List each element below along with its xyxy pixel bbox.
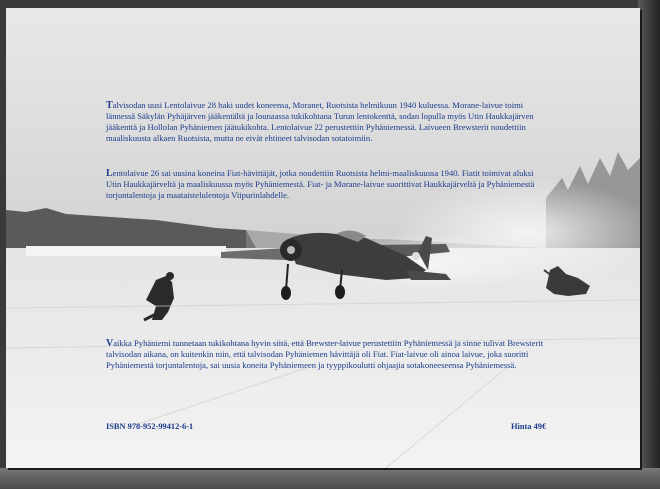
drop-letter: V xyxy=(106,338,114,349)
paragraph-vaikka xyxy=(106,338,546,371)
paragraph-text: alvisodan uusi Lentolaivue 28 haki uudet koneensa, Moranet, Ruotsista helmikuun 1940 kuluessa. Morane-laivue toimi lännessä Säkylän Pyhäjärven jääkentältä ja lounaassa tukikohtana Turun lentokenttä, sodan lopulla myös Utin Haukkajärven jääkenttä ja Hollolan Pyhäniemen jäätukikohta. Lentolaivue 22 perustettiin Pyhäniemessä. Laivueen Brewsterit noudettiin maaliskuusta alkaen Ruotsista, mutta ne eivät ehtineet talvisodan sotatoimiin. xyxy=(106,100,534,143)
frozen-shoreline xyxy=(26,246,226,256)
paragraph-lentolaivue-26 xyxy=(106,168,546,201)
cover-edge-right xyxy=(638,0,660,489)
price-label: Hinta 49€ xyxy=(511,422,547,431)
book-back-cover xyxy=(6,8,640,468)
paragraph-talvisodan xyxy=(106,100,546,144)
cover-edge-bottom xyxy=(0,468,660,489)
drop-letter: L xyxy=(106,168,113,179)
paragraph-text: entolaivue 26 sai uusina koneina Fiat-hävittäjät, jotka noudettiin Ruotsista helmi-maaliskuussa 1940. Fiatit toimivat aluksi Utin Haukkajärveltä ja maaliskuussa myös Pyhäniemestä. Fiat- ja Morane-laivue suorittivat Haukkajärveltä ja Pyhäniemestä torjuntalentoja ja maataistelulentoja Viipurinlahdelle. xyxy=(106,168,535,200)
paragraph-text: aikka Pyhäniemi tunnetaan tukikohtana hyvin siitä, että Brewster-laivue perustettiin Pyhäniemessä ja sinne tulivat Brewsterit talvisodan aikana, on kuitenkin niin, että talvisodan Pyhäniemen hävittäjä oli Fiat. Fiat-laivue oli ainoa laivue, joka suoritti Pyhäniemestä torjuntalentoja, sai uusia koneita Pyhäniemeen ja tyyppikoulutti ohjaajia sotakoneeseensa Pyhäniemessä. xyxy=(106,338,544,370)
isbn-number: ISBN 978-952-99412-6-1 xyxy=(106,422,194,431)
drop-letter: T xyxy=(106,100,113,111)
winter-airfield-photo xyxy=(6,8,640,468)
